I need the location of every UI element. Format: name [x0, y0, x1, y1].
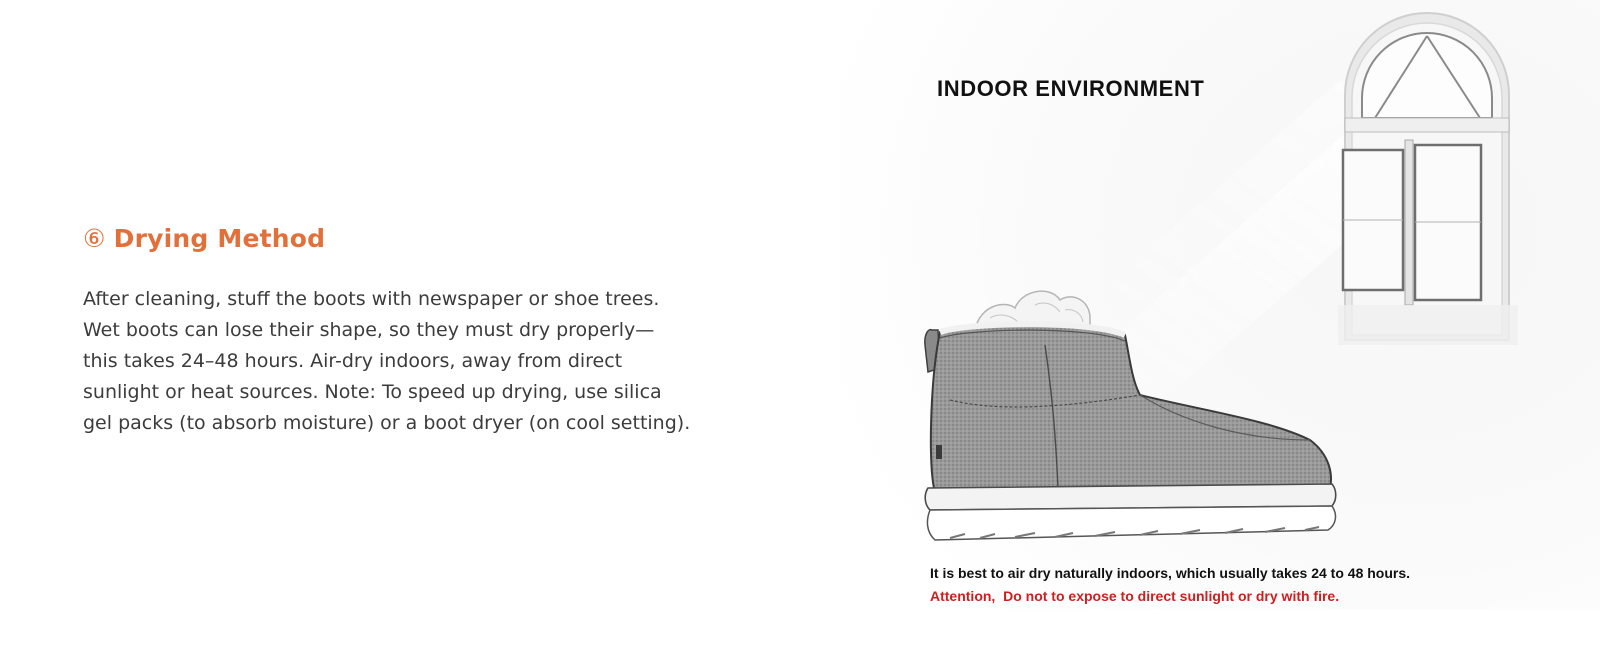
section-title	[83, 224, 325, 253]
drying-illustration	[840, 0, 1600, 667]
arched-window	[1338, 13, 1518, 345]
body-line: gel packs (to absorb moisture) or a boot dryer (on cool setting).	[83, 412, 691, 434]
body-line: this takes 24–48 hours. Air-dry indoors, away from direct	[83, 350, 623, 372]
section-body	[83, 284, 733, 439]
body-line: Wet boots can lose their shape, so they must dry properly—	[83, 319, 655, 341]
body-line: After cleaning, stuff the boots with newspaper or shoe trees.	[83, 288, 660, 310]
drying-caption: It is best to air dry naturally indoors, which usually takes 24 to 48 hours.	[930, 565, 1411, 581]
section-title-text: Drying Method	[113, 224, 326, 253]
section-number: ⑥	[83, 224, 106, 253]
indoor-environment-heading: INDOOR ENVIRONMENT	[937, 76, 1205, 101]
warning-caption: Attention, Do not to expose to direct sunlight or dry with fire.	[930, 588, 1340, 604]
body-line: sunlight or heat sources. Note: To speed up drying, use silica	[83, 381, 662, 403]
